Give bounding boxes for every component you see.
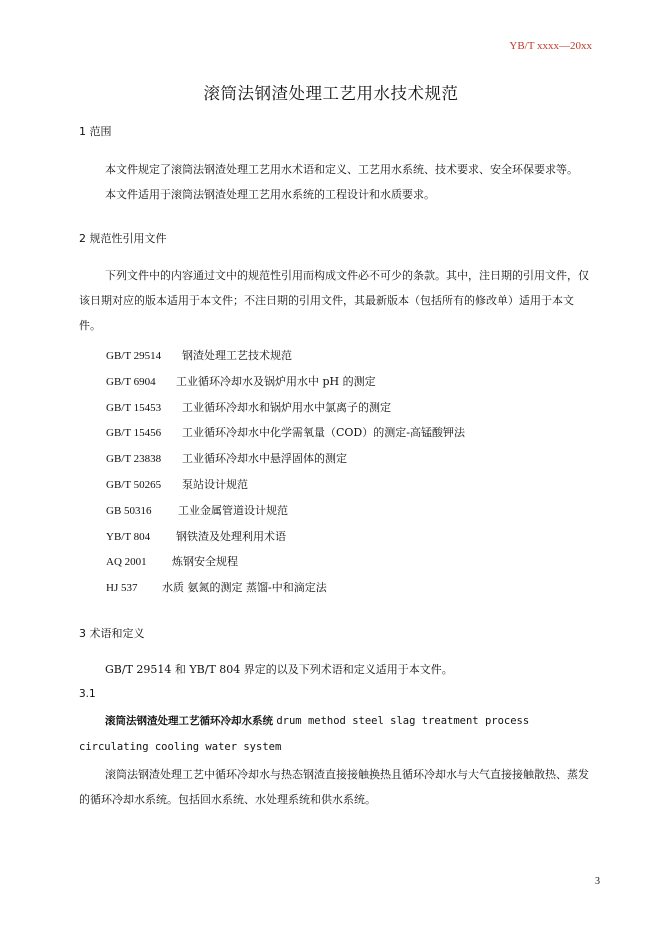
reference-title: 工业循环冷却水及锅炉用水中 pH 的测定 [176,374,376,388]
reference-code: GB/T 29514 [106,350,162,362]
reference-code: YB/T 804 [106,530,151,543]
reference-title: 泵站设计规范 [182,477,248,491]
reference-item [106,420,465,446]
terms-intro: GB/T 29514 和 YB/T 804 界定的以及下列术语和定义适用于本文件。 [105,663,453,676]
term-heading [79,708,599,760]
reference-title: 工业循环冷却水中化学需氧量（COD）的测定-高锰酸钾法 [182,426,465,440]
standard-code-header: YB/T xxxx—20xx [509,40,592,52]
reference-title: 炼钢安全规程 [172,555,238,569]
section-heading-terms: 3 术语和定义 [79,627,145,640]
reference-code: GB/T 50265 [106,478,162,491]
scope-paragraph-1: 本文件规定了滚筒法钢渣处理工艺用水术语和定义、工艺用水系统、技术要求、安全环保要求等。 [105,163,578,176]
term-definition: 滚筒法钢渣处理工艺中循环冷却水与热态钢渣直接接触换热且循环冷却水与大气直接接触散热、蒸发的循环冷却水系统。包括回水系统、水处理系统和供水系统。 [79,768,589,806]
reference-item [106,524,465,550]
reference-title: 工业金属管道设计规范 [178,503,288,517]
reference-title: 工业循环冷却水中悬浮固体的测定 [182,452,347,466]
reference-item [106,575,465,601]
reference-code: GB/T 15456 [106,427,162,440]
reference-item [106,498,465,524]
reference-item [106,369,465,395]
reference-code: GB/T 15453 [106,401,162,414]
reference-code: AQ 2001 [106,556,147,569]
reference-code: GB/T 23838 [106,453,162,466]
section-heading-scope: 1 范围 [79,125,112,138]
reference-title: 水质 氨氮的测定 蒸馏-中和滴定法 [162,581,327,595]
reference-item [106,549,465,575]
reference-title: 工业循环冷却水和锅炉用水中氯离子的测定 [182,400,391,414]
scope-paragraph-2: 本文件适用于滚筒法钢渣处理工艺用水系统的工程设计和水质要求。 [105,188,435,201]
section-heading-references: 2 规范性引用文件 [79,232,167,245]
page-number: 3 [595,876,600,887]
reference-item [106,446,465,472]
term-chinese: 滚筒法钢渣处理工艺循环冷却水系统 [105,715,273,727]
reference-item [106,395,465,421]
term-english: drum method steel slag treatment process circulating cooling water system [79,715,530,753]
document-title: 滚筒法钢渣处理工艺用水技术规范 [203,84,459,103]
reference-item [106,472,465,498]
reference-list [106,343,465,601]
reference-code: GB/T 6904 [106,375,156,388]
reference-title: 钢渣处理工艺技术规范 [182,349,292,362]
reference-code: HJ 537 [106,582,138,595]
term-number: 3.1 [79,688,96,700]
reference-code: GB 50316 [106,504,152,517]
references-intro: 下列文件中的内容通过文中的规范性引用而构成文件必不可少的条款。其中，注日期的引用文件，仅该日期对应的版本适用于本文件；不注日期的引用文件，其最新版本（包括所有的修改单）适用于本文件。 [79,269,589,332]
reference-item [106,343,465,369]
reference-title: 钢铁渣及处理利用术语 [176,529,286,543]
